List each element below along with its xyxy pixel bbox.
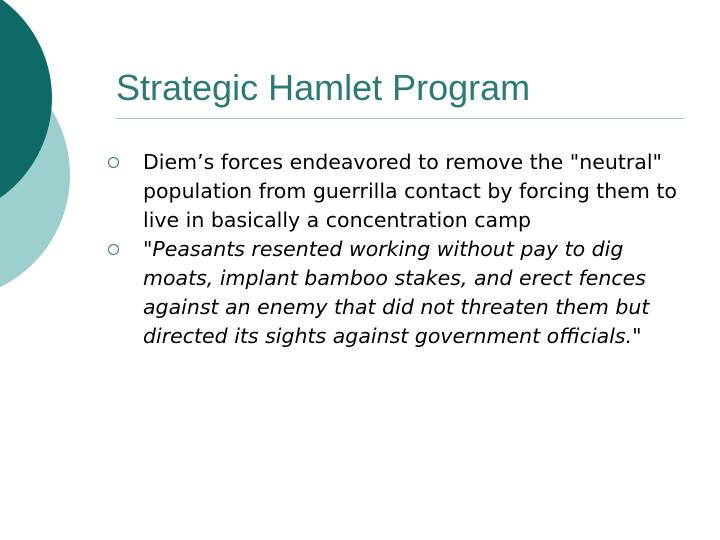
bullet-item: [108, 235, 680, 351]
title-divider: [116, 118, 684, 119]
slide-title: Strategic Hamlet Program: [116, 67, 531, 108]
bullet-item: [108, 148, 680, 235]
hollow-circle-bullet-icon: [108, 157, 119, 168]
hollow-circle-bullet-icon: [108, 244, 119, 255]
bullet-text: Diem’s forces endeavored to remove the "neutral" population from guerrilla contact by forcing them to live in basically a concentration camp: [143, 150, 677, 232]
bullet-list: [108, 148, 680, 351]
bullet-quote-text: "Peasants resented working without pay to dig moats, implant bamboo stakes, and erect fences against an enemy that did not threaten them but directed its sights against government officials.": [143, 237, 650, 348]
decorative-circles: [0, 0, 120, 300]
